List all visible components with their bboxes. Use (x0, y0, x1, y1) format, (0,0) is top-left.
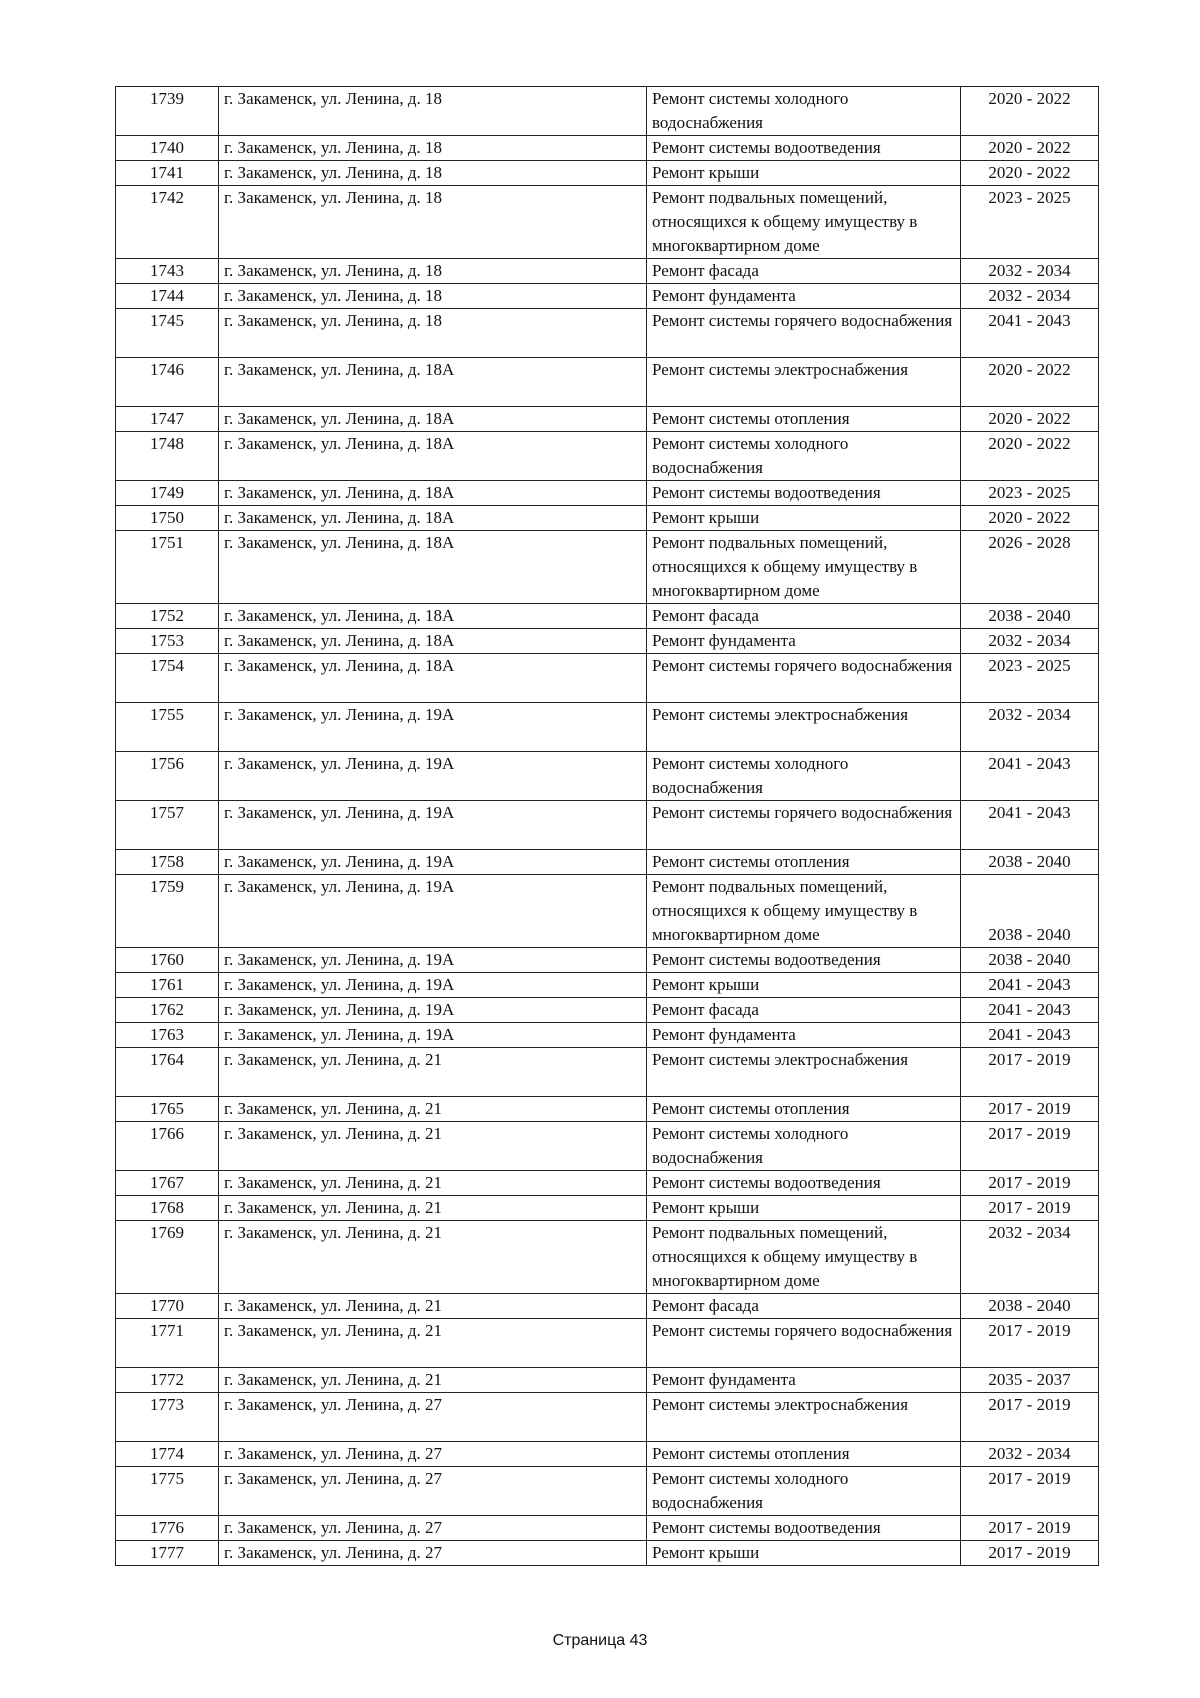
table-row (116, 875, 1099, 948)
row-number-cell: 1741 (116, 161, 219, 186)
period-cell: 2041 - 2043 (961, 973, 1099, 998)
work-type-cell: Ремонт фундамента (647, 1023, 961, 1048)
period-cell: 2032 - 2034 (961, 284, 1099, 309)
row-number-cell: 1753 (116, 629, 219, 654)
row-number-cell: 1740 (116, 136, 219, 161)
period-cell: 2041 - 2043 (961, 309, 1099, 358)
table-row (116, 1097, 1099, 1122)
address-cell: г. Закаменск, ул. Ленина, д. 19А (219, 850, 647, 875)
address-cell: г. Закаменск, ул. Ленина, д. 18А (219, 407, 647, 432)
page-number: Страница 43 (552, 1632, 648, 1649)
work-type-cell: Ремонт системы водоотведения (647, 948, 961, 973)
row-number-cell: 1750 (116, 506, 219, 531)
work-type-cell: Ремонт системы отопления (647, 850, 961, 875)
table-row (116, 1122, 1099, 1171)
row-number-cell: 1770 (116, 1294, 219, 1319)
table-row (116, 604, 1099, 629)
table-row (116, 1023, 1099, 1048)
work-type-cell: Ремонт системы горячего водоснабжения (647, 654, 961, 703)
row-number-cell: 1767 (116, 1171, 219, 1196)
table-row (116, 1393, 1099, 1442)
work-type-cell: Ремонт подвальных помещений, относящихся к общему имуществу в многоквартирном доме (647, 875, 961, 948)
address-cell: г. Закаменск, ул. Ленина, д. 18А (219, 481, 647, 506)
address-cell: г. Закаменск, ул. Ленина, д. 21 (219, 1294, 647, 1319)
row-number-cell: 1739 (116, 87, 219, 136)
period-cell: 2017 - 2019 (961, 1097, 1099, 1122)
work-type-cell: Ремонт фасада (647, 998, 961, 1023)
address-cell: г. Закаменск, ул. Ленина, д. 19А (219, 998, 647, 1023)
row-number-cell: 1769 (116, 1221, 219, 1294)
row-number-cell: 1745 (116, 309, 219, 358)
period-cell: 2035 - 2037 (961, 1368, 1099, 1393)
work-type-cell: Ремонт крыши (647, 161, 961, 186)
address-cell: г. Закаменск, ул. Ленина, д. 18 (219, 186, 647, 259)
work-type-cell: Ремонт системы отопления (647, 407, 961, 432)
work-type-cell: Ремонт крыши (647, 973, 961, 998)
address-cell: г. Закаменск, ул. Ленина, д. 21 (219, 1097, 647, 1122)
table-row (116, 629, 1099, 654)
table-row (116, 432, 1099, 481)
table-row (116, 948, 1099, 973)
table-row (116, 752, 1099, 801)
works-table (115, 86, 1099, 1566)
period-cell: 2017 - 2019 (961, 1048, 1099, 1097)
row-number-cell: 1768 (116, 1196, 219, 1221)
row-number-cell: 1742 (116, 186, 219, 259)
address-cell: г. Закаменск, ул. Ленина, д. 27 (219, 1467, 647, 1516)
period-cell: 2032 - 2034 (961, 1221, 1099, 1294)
work-type-cell: Ремонт крыши (647, 1541, 961, 1566)
table-row (116, 654, 1099, 703)
table-row (116, 87, 1099, 136)
period-cell: 2017 - 2019 (961, 1393, 1099, 1442)
address-cell: г. Закаменск, ул. Ленина, д. 19А (219, 875, 647, 948)
address-cell: г. Закаменск, ул. Ленина, д. 21 (219, 1221, 647, 1294)
row-number-cell: 1763 (116, 1023, 219, 1048)
table-row (116, 1541, 1099, 1566)
row-number-cell: 1764 (116, 1048, 219, 1097)
table-row (116, 1516, 1099, 1541)
row-number-cell: 1771 (116, 1319, 219, 1368)
period-cell: 2020 - 2022 (961, 407, 1099, 432)
period-cell: 2032 - 2034 (961, 629, 1099, 654)
work-type-cell: Ремонт системы горячего водоснабжения (647, 1319, 961, 1368)
address-cell: г. Закаменск, ул. Ленина, д. 19А (219, 973, 647, 998)
period-cell: 2026 - 2028 (961, 531, 1099, 604)
address-cell: г. Закаменск, ул. Ленина, д. 18А (219, 358, 647, 407)
table-row (116, 136, 1099, 161)
row-number-cell: 1758 (116, 850, 219, 875)
row-number-cell: 1746 (116, 358, 219, 407)
table-row (116, 703, 1099, 752)
work-type-cell: Ремонт подвальных помещений, относящихся к общему имуществу в многоквартирном доме (647, 1221, 961, 1294)
period-cell: 2023 - 2025 (961, 186, 1099, 259)
row-number-cell: 1766 (116, 1122, 219, 1171)
period-cell: 2017 - 2019 (961, 1541, 1099, 1566)
period-cell: 2017 - 2019 (961, 1516, 1099, 1541)
address-cell: г. Закаменск, ул. Ленина, д. 21 (219, 1368, 647, 1393)
row-number-cell: 1748 (116, 432, 219, 481)
row-number-cell: 1757 (116, 801, 219, 850)
work-type-cell: Ремонт крыши (647, 1196, 961, 1221)
table-row (116, 259, 1099, 284)
work-type-cell: Ремонт системы водоотведения (647, 136, 961, 161)
row-number-cell: 1761 (116, 973, 219, 998)
address-cell: г. Закаменск, ул. Ленина, д. 18А (219, 506, 647, 531)
address-cell: г. Закаменск, ул. Ленина, д. 19А (219, 752, 647, 801)
table-row (116, 407, 1099, 432)
work-type-cell: Ремонт крыши (647, 506, 961, 531)
period-cell: 2020 - 2022 (961, 87, 1099, 136)
period-cell: 2020 - 2022 (961, 358, 1099, 407)
address-cell: г. Закаменск, ул. Ленина, д. 21 (219, 1122, 647, 1171)
work-type-cell: Ремонт фундамента (647, 629, 961, 654)
period-cell: 2020 - 2022 (961, 161, 1099, 186)
row-number-cell: 1775 (116, 1467, 219, 1516)
work-type-cell: Ремонт системы горячего водоснабжения (647, 309, 961, 358)
table-row (116, 1048, 1099, 1097)
period-cell: 2038 - 2040 (961, 1294, 1099, 1319)
row-number-cell: 1744 (116, 284, 219, 309)
period-cell: 2023 - 2025 (961, 481, 1099, 506)
table-row (116, 1319, 1099, 1368)
row-number-cell: 1762 (116, 998, 219, 1023)
work-type-cell: Ремонт фасада (647, 1294, 961, 1319)
address-cell: г. Закаменск, ул. Ленина, д. 19А (219, 801, 647, 850)
address-cell: г. Закаменск, ул. Ленина, д. 18 (219, 87, 647, 136)
period-cell: 2032 - 2034 (961, 703, 1099, 752)
address-cell: г. Закаменск, ул. Ленина, д. 18А (219, 654, 647, 703)
table-row (116, 531, 1099, 604)
table-row (116, 186, 1099, 259)
row-number-cell: 1749 (116, 481, 219, 506)
address-cell: г. Закаменск, ул. Ленина, д. 18 (219, 161, 647, 186)
period-cell: 2020 - 2022 (961, 136, 1099, 161)
work-type-cell: Ремонт системы горячего водоснабжения (647, 801, 961, 850)
work-type-cell: Ремонт системы холодного водоснабжения (647, 752, 961, 801)
address-cell: г. Закаменск, ул. Ленина, д. 18 (219, 309, 647, 358)
period-cell: 2017 - 2019 (961, 1196, 1099, 1221)
period-cell: 2032 - 2034 (961, 1442, 1099, 1467)
address-cell: г. Закаменск, ул. Ленина, д. 18 (219, 136, 647, 161)
period-cell: 2020 - 2022 (961, 506, 1099, 531)
work-type-cell: Ремонт фундамента (647, 1368, 961, 1393)
row-number-cell: 1743 (116, 259, 219, 284)
period-cell: 2041 - 2043 (961, 1023, 1099, 1048)
work-type-cell: Ремонт системы отопления (647, 1097, 961, 1122)
work-type-cell: Ремонт системы электроснабжения (647, 358, 961, 407)
row-number-cell: 1777 (116, 1541, 219, 1566)
address-cell: г. Закаменск, ул. Ленина, д. 27 (219, 1393, 647, 1442)
period-cell: 2038 - 2040 (961, 875, 1099, 948)
work-type-cell: Ремонт системы электроснабжения (647, 1393, 961, 1442)
table-row (116, 1368, 1099, 1393)
period-cell: 2041 - 2043 (961, 752, 1099, 801)
row-number-cell: 1754 (116, 654, 219, 703)
work-type-cell: Ремонт системы отопления (647, 1442, 961, 1467)
row-number-cell: 1755 (116, 703, 219, 752)
address-cell: г. Закаменск, ул. Ленина, д. 19А (219, 948, 647, 973)
period-cell: 2041 - 2043 (961, 998, 1099, 1023)
table-row (116, 161, 1099, 186)
table-row (116, 481, 1099, 506)
period-cell: 2020 - 2022 (961, 432, 1099, 481)
row-number-cell: 1756 (116, 752, 219, 801)
address-cell: г. Закаменск, ул. Ленина, д. 27 (219, 1516, 647, 1541)
table-row (116, 1467, 1099, 1516)
table-row (116, 998, 1099, 1023)
row-number-cell: 1747 (116, 407, 219, 432)
address-cell: г. Закаменск, ул. Ленина, д. 18А (219, 629, 647, 654)
period-cell: 2038 - 2040 (961, 850, 1099, 875)
table-row (116, 801, 1099, 850)
address-cell: г. Закаменск, ул. Ленина, д. 21 (219, 1048, 647, 1097)
address-cell: г. Закаменск, ул. Ленина, д. 18А (219, 432, 647, 481)
work-type-cell: Ремонт системы водоотведения (647, 481, 961, 506)
table-row (116, 1442, 1099, 1467)
work-type-cell: Ремонт системы водоотведения (647, 1171, 961, 1196)
table-row (116, 1171, 1099, 1196)
address-cell: г. Закаменск, ул. Ленина, д. 19А (219, 1023, 647, 1048)
address-cell: г. Закаменск, ул. Ленина, д. 21 (219, 1319, 647, 1368)
period-cell: 2017 - 2019 (961, 1467, 1099, 1516)
table-row (116, 284, 1099, 309)
work-type-cell: Ремонт системы электроснабжения (647, 703, 961, 752)
works-table-body (116, 87, 1099, 1566)
period-cell: 2017 - 2019 (961, 1319, 1099, 1368)
table-row (116, 309, 1099, 358)
period-cell: 2017 - 2019 (961, 1122, 1099, 1171)
period-cell: 2038 - 2040 (961, 604, 1099, 629)
address-cell: г. Закаменск, ул. Ленина, д. 18А (219, 604, 647, 629)
address-cell: г. Закаменск, ул. Ленина, д. 27 (219, 1442, 647, 1467)
row-number-cell: 1765 (116, 1097, 219, 1122)
period-cell: 2032 - 2034 (961, 259, 1099, 284)
table-row (116, 358, 1099, 407)
work-type-cell: Ремонт системы водоотведения (647, 1516, 961, 1541)
address-cell: г. Закаменск, ул. Ленина, д. 21 (219, 1196, 647, 1221)
address-cell: г. Закаменск, ул. Ленина, д. 18 (219, 284, 647, 309)
table-row (116, 1221, 1099, 1294)
address-cell: г. Закаменск, ул. Ленина, д. 19А (219, 703, 647, 752)
row-number-cell: 1776 (116, 1516, 219, 1541)
address-cell: г. Закаменск, ул. Ленина, д. 21 (219, 1171, 647, 1196)
table-row (116, 1196, 1099, 1221)
work-type-cell: Ремонт системы электроснабжения (647, 1048, 961, 1097)
address-cell: г. Закаменск, ул. Ленина, д. 18 (219, 259, 647, 284)
table-row (116, 850, 1099, 875)
period-cell: 2017 - 2019 (961, 1171, 1099, 1196)
period-cell: 2041 - 2043 (961, 801, 1099, 850)
row-number-cell: 1751 (116, 531, 219, 604)
work-type-cell: Ремонт фасада (647, 604, 961, 629)
work-type-cell: Ремонт подвальных помещений, относящихся к общему имуществу в многоквартирном доме (647, 531, 961, 604)
work-type-cell: Ремонт фундамента (647, 284, 961, 309)
row-number-cell: 1773 (116, 1393, 219, 1442)
work-type-cell: Ремонт системы холодного водоснабжения (647, 1467, 961, 1516)
row-number-cell: 1760 (116, 948, 219, 973)
work-type-cell: Ремонт системы холодного водоснабжения (647, 432, 961, 481)
period-cell: 2023 - 2025 (961, 654, 1099, 703)
table-row (116, 973, 1099, 998)
row-number-cell: 1752 (116, 604, 219, 629)
table-row (116, 1294, 1099, 1319)
row-number-cell: 1759 (116, 875, 219, 948)
table-row (116, 506, 1099, 531)
work-type-cell: Ремонт фасада (647, 259, 961, 284)
period-cell: 2038 - 2040 (961, 948, 1099, 973)
work-type-cell: Ремонт системы холодного водоснабжения (647, 87, 961, 136)
work-type-cell: Ремонт подвальных помещений, относящихся к общему имуществу в многоквартирном доме (647, 186, 961, 259)
work-type-cell: Ремонт системы холодного водоснабжения (647, 1122, 961, 1171)
address-cell: г. Закаменск, ул. Ленина, д. 18А (219, 531, 647, 604)
row-number-cell: 1774 (116, 1442, 219, 1467)
address-cell: г. Закаменск, ул. Ленина, д. 27 (219, 1541, 647, 1566)
row-number-cell: 1772 (116, 1368, 219, 1393)
